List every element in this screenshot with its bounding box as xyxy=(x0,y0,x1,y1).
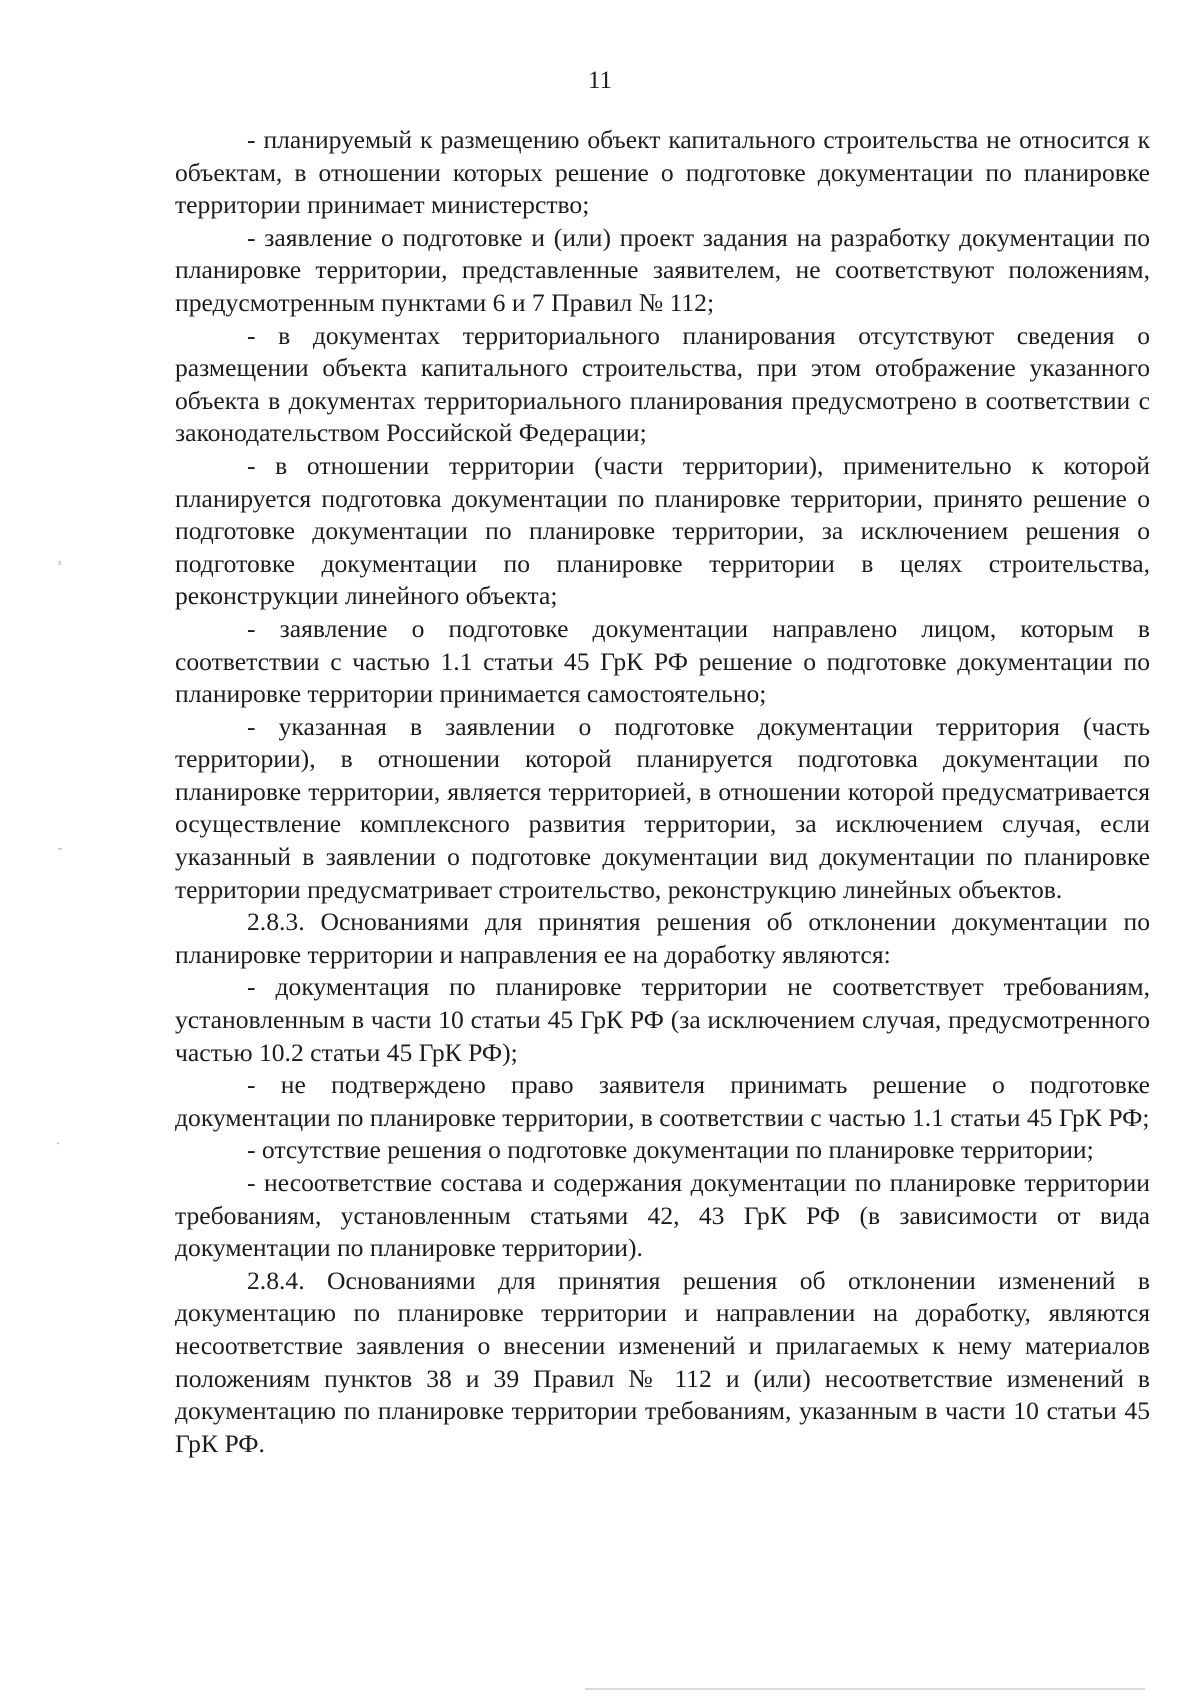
paragraph-item-5: - заявление о подготовке документации направлено лицом, которым в соответствии с частью 1.1 статьи 45 ГрК РФ решение о подготовке документации по планировке территории принимается самостоятельно; xyxy=(175,613,1150,709)
scan-speck: ˜ xyxy=(58,845,62,859)
scan-speck: ˎ xyxy=(56,1131,60,1145)
document-body xyxy=(175,124,1150,1460)
paragraph-item-10: - несоответствие состава и содержания документации по планировке территории требованиям, установленным статьями 42, 43 ГрК РФ (в зависимости от вида документации по планировке территории). xyxy=(175,1168,1150,1263)
paragraph-item-1: - планируемый к размещению объект капитального строительства не относится к объектам, в отношении которых решение о подготовке документации по планировке территории принимает министерство; xyxy=(175,125,1150,220)
paragraph-item-7: - документация по планировке территории не соответствует требованиям, установленным в части 10 статьи 45 ГрК РФ (за исключением случая, предусмотренного частью 10.2 статьи 45 ГрК РФ); xyxy=(175,972,1150,1067)
section-2-8-4-paragraph: 2.8.4. Основаниями для принятия решения об отклонении изменений в документацию по планировке территории и направлении на доработку, являются несоответствие заявления о внесении изменений и прилагаемых к нему материалов положениям пунктов 38 и 39 Правил № 112 и (или) несоответствие изменений в документацию по планировке территории требованиям, указанным в части 10 статьи 45 ГрК РФ. xyxy=(175,1265,1150,1458)
paragraph-item-9: - отсутствие решения о подготовке документации по планировке территории; xyxy=(247,1135,1094,1165)
paragraph-item-4: - в отношении территории (части территории), применительно к которой планируется подготовка документации по планировке территории, принято решение о подготовке документации по планировке территории, за исключением решения о подготовке документации по планировке территории в целях строительства, реконструкции линейного объекта; xyxy=(175,450,1150,611)
page-number: 11 xyxy=(587,67,613,94)
scan-edge-line xyxy=(585,1688,1145,1690)
scan-speck: ˣ xyxy=(58,557,62,571)
paragraph-item-3: - в документах территориального планирования отсутствуют сведения о размещении объекта капитального строительства, при этом отображение указанного объекта в документах территориального планирования предусмотрено в соответствии с законодательством Российской Федерации; xyxy=(175,320,1150,448)
paragraph-item-2: - заявление о подготовке и (или) проект задания на разработку документации по планировке территории, представленные заявителем, не соответствуют положениям, предусмотренным пунктами 6 и 7 Правил № 112; xyxy=(175,222,1150,317)
section-2-8-3-paragraph: 2.8.3. Основаниями для принятия решения об отклонении документации по планировке территории и направления ее на доработку являются: xyxy=(175,907,1150,969)
paragraph-item-8: - не подтверждено право заявителя принимать решение о подготовке документации по планировке территории, в соответствии с частью 1.1 статьи 45 ГрК РФ; xyxy=(175,1070,1150,1132)
paragraph-item-6: - указанная в заявлении о подготовке документации территория (часть территории), в отношении которой планируется подготовка документации по планировке территории, является территорией, в отношении которой предусматривается осуществление комплексного развития территории, за исключением случая, если указанный в заявлении о подготовке документации вид документации по планировке территории предусматривает строительство, реконструкцию линейных объектов. xyxy=(175,711,1150,904)
